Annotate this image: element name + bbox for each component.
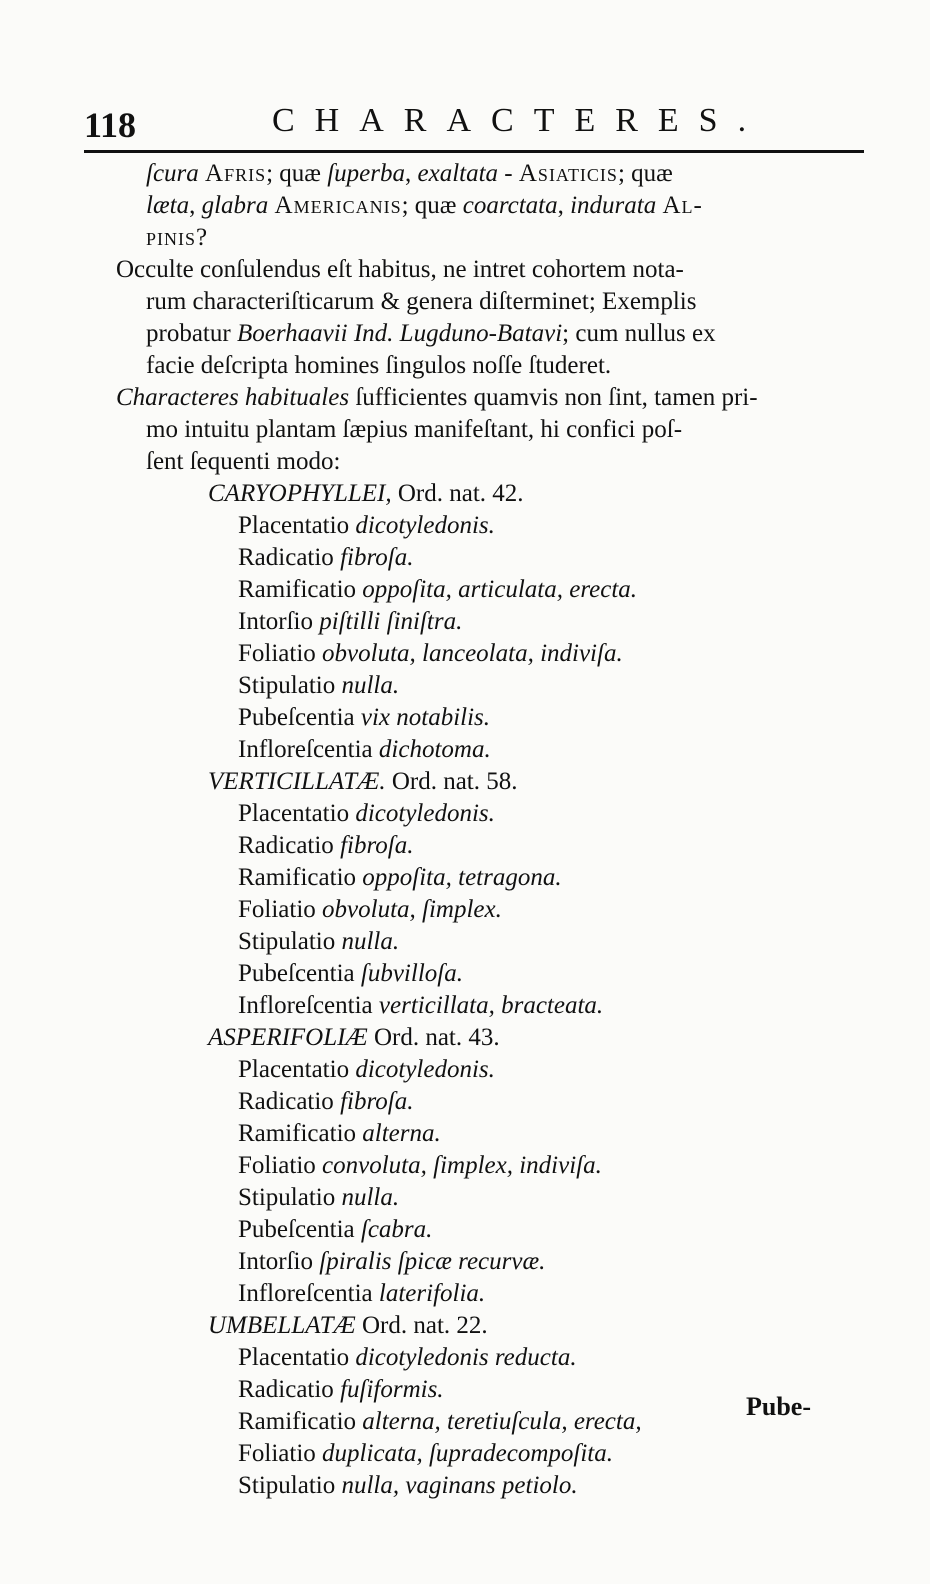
character-label: Ramificatio — [238, 576, 357, 603]
character-label: Infloreſcentia — [238, 992, 373, 1019]
character-value: convoluta, ſimplex, indiviſa. — [322, 1152, 602, 1179]
character-label: Pubeſcentia — [238, 704, 355, 731]
character-entry — [238, 1214, 432, 1246]
character-entry — [238, 1278, 485, 1310]
text-line — [146, 158, 673, 190]
text-line — [146, 350, 611, 382]
order-name: VERTICILLATÆ. — [208, 768, 386, 795]
character-value: ſcabra. — [360, 1216, 433, 1243]
text-segment: ſent ſequenti modo: — [146, 448, 341, 475]
character-label: Placentatio — [238, 512, 350, 539]
character-entry — [238, 1150, 602, 1182]
order-name: UMBELLATÆ — [208, 1312, 356, 1339]
character-entry — [238, 1054, 495, 1086]
character-entry — [238, 1182, 399, 1214]
character-entry — [238, 894, 502, 926]
text-segment: , — [557, 192, 571, 219]
order-heading — [208, 766, 518, 798]
character-value: nulla. — [341, 1184, 400, 1211]
character-label: Placentatio — [238, 1056, 350, 1083]
character-entry — [238, 1406, 642, 1438]
character-label: Foliatio — [238, 1152, 316, 1179]
character-label: Radicatio — [238, 544, 334, 571]
character-value: oppoſita, tetragona. — [362, 864, 562, 891]
text-segment: Boerhaavii Ind. Lugduno-Batavi — [236, 320, 563, 347]
character-label: Stipulatio — [238, 928, 336, 955]
text-segment: rum characteriſticarum & genera diſterminet; Exemplis — [146, 288, 697, 315]
character-label: Stipulatio — [238, 1184, 336, 1211]
character-entry — [238, 1118, 441, 1150]
text-line — [146, 190, 703, 222]
character-label: Radicatio — [238, 1376, 334, 1403]
character-label: Infloreſcentia — [238, 1280, 373, 1307]
character-value: dicotyledonis. — [355, 512, 495, 539]
order-name: CARYOPHYLLEI, — [208, 480, 392, 507]
character-label: Infloreſcentia — [238, 736, 373, 763]
text-line — [116, 382, 758, 414]
character-value: vix notabilis. — [360, 704, 491, 731]
character-value: obvoluta, lanceolata, indiviſa. — [322, 640, 623, 667]
character-label: Intorſio — [238, 1248, 313, 1275]
character-label: Radicatio — [238, 1088, 334, 1115]
character-entry — [238, 542, 413, 574]
character-value: dichotoma. — [378, 736, 491, 763]
text-segment: mo intuitu plantam ſæpius manifeſtant, hi confici poſ- — [146, 416, 683, 443]
order-heading — [208, 1022, 500, 1054]
character-entry — [238, 958, 463, 990]
order-heading — [208, 478, 524, 510]
text-line — [116, 254, 684, 286]
text-segment: glabra — [201, 192, 269, 219]
page-number: 118 — [84, 105, 137, 145]
character-label: Pubeſcentia — [238, 960, 355, 987]
character-value: alterna, teretiuſcula, erecta, — [362, 1408, 642, 1435]
character-value: alterna. — [362, 1120, 441, 1147]
character-label: Ramificatio — [238, 1120, 357, 1147]
character-label: Ramificatio — [238, 1408, 357, 1435]
character-label: Placentatio — [238, 1344, 350, 1371]
character-label: Foliatio — [238, 1440, 316, 1467]
text-segment: facie deſcripta homines ſingulos noſſe ſtuderet. — [146, 352, 612, 379]
text-segment: ; quæ — [401, 192, 463, 219]
text-segment: læta — [146, 192, 190, 219]
text-segment: indurata — [570, 192, 657, 219]
character-label: Pubeſcentia — [238, 1216, 355, 1243]
text-segment: ; cum nullus ex — [562, 320, 716, 347]
text-line — [146, 446, 340, 478]
character-value: verticillata, bracteata. — [378, 992, 604, 1019]
order-number: Ord. nat. 42. — [397, 480, 524, 507]
text-segment: Occulte conſulendus eſt habitus, ne intret cohortem nota- — [116, 256, 684, 283]
character-value: fibroſa. — [340, 544, 414, 571]
character-entry — [238, 1438, 613, 1470]
text-segment: , — [189, 192, 202, 219]
character-entry — [238, 606, 462, 638]
character-entry — [238, 574, 637, 606]
character-label: Radicatio — [238, 832, 334, 859]
text-segment: ; quæ — [266, 160, 328, 187]
character-label: Ramificatio — [238, 864, 357, 891]
order-name: ASPERIFOLIÆ — [208, 1024, 368, 1051]
catchword: Pube- — [746, 1392, 811, 1421]
character-entry — [238, 1470, 578, 1502]
character-value: dicotyledonis reducta. — [355, 1344, 577, 1371]
text-segment: coarctata — [462, 192, 558, 219]
text-segment: ſufficientes quamvis non ſint, tamen pri- — [349, 384, 758, 411]
character-entry — [238, 702, 490, 734]
character-label: Stipulatio — [238, 672, 336, 699]
character-entry — [238, 830, 413, 862]
text-segment: exaltata — [417, 160, 499, 187]
character-value: fibroſa. — [340, 1088, 414, 1115]
text-segment: ; quæ — [617, 160, 673, 187]
character-value: ſubvilloſa. — [360, 960, 463, 987]
character-value: ſpiralis ſpicæ recurvæ. — [319, 1248, 546, 1275]
character-value: laterifolia. — [378, 1280, 486, 1307]
character-entry — [238, 798, 495, 830]
page-header — [84, 100, 864, 148]
character-label: Intorſio — [238, 608, 313, 635]
character-entry — [238, 734, 491, 766]
text-segment: pinis — [146, 224, 197, 251]
character-value: fibroſa. — [340, 832, 414, 859]
character-entry — [238, 1374, 444, 1406]
text-segment: - — [498, 160, 519, 187]
character-entry — [238, 990, 603, 1022]
text-segment: Al- — [662, 192, 703, 219]
text-segment: ſuperba — [327, 160, 406, 187]
text-line — [146, 318, 716, 350]
character-value: nulla. — [341, 672, 400, 699]
character-entry — [238, 926, 399, 958]
text-segment: Afris — [205, 160, 267, 187]
character-entry — [238, 1246, 545, 1278]
text-line — [146, 222, 207, 254]
character-entry — [238, 510, 495, 542]
text-segment: , — [405, 160, 418, 187]
character-entry — [238, 638, 623, 670]
text-segment: Characteres habituales — [116, 384, 350, 411]
character-value: obvoluta, ſimplex. — [322, 896, 502, 923]
order-number: Ord. nat. 22. — [361, 1312, 488, 1339]
text-segment: ? — [196, 224, 208, 251]
character-label: Foliatio — [238, 640, 316, 667]
character-entry — [238, 1342, 577, 1374]
order-number: Ord. nat. 43. — [373, 1024, 500, 1051]
character-value: dicotyledonis. — [355, 1056, 495, 1083]
character-label: Foliatio — [238, 896, 316, 923]
running-title: CHARACTERES. — [272, 102, 767, 139]
text-segment: Americanis — [274, 192, 402, 219]
character-entry — [238, 1086, 413, 1118]
text-line — [146, 414, 682, 446]
character-value: duplicata, ſupradecompoſita. — [322, 1440, 613, 1467]
character-value: dicotyledonis. — [355, 800, 495, 827]
header-rule — [84, 150, 864, 153]
character-entry — [238, 862, 562, 894]
character-label: Placentatio — [238, 800, 350, 827]
character-label: Stipulatio — [238, 1472, 336, 1499]
character-value: nulla, vaginans petiolo. — [341, 1472, 578, 1499]
character-value: fuſiformis. — [340, 1376, 444, 1403]
text-segment: ſcura — [146, 160, 206, 187]
text-segment: Asiaticis — [518, 160, 618, 187]
character-entry — [238, 670, 399, 702]
character-value: oppoſita, articulata, erecta. — [362, 576, 638, 603]
order-number: Ord. nat. 58. — [391, 768, 518, 795]
text-segment: probatur — [146, 320, 237, 347]
order-heading — [208, 1310, 488, 1342]
text-line — [146, 286, 696, 318]
character-value: nulla. — [341, 928, 400, 955]
character-value: piſtilli ſiniſtra. — [319, 608, 463, 635]
